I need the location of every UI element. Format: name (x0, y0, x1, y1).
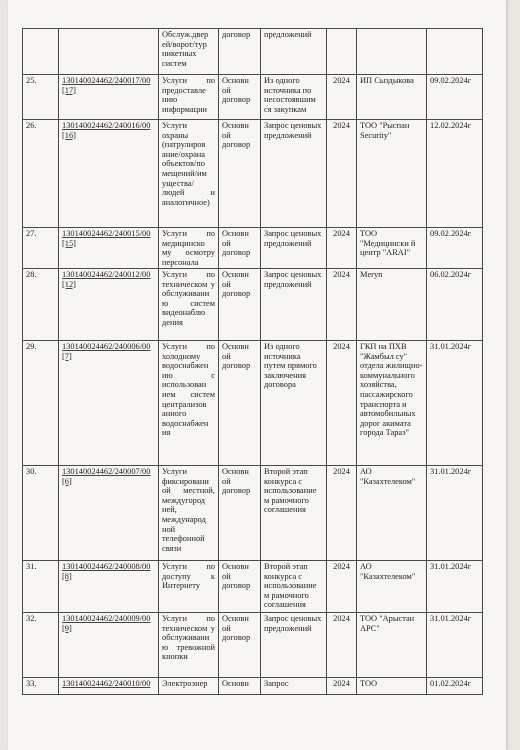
contract-code-cell: 130140024462/240006/00 [7] (59, 341, 159, 466)
table-row (23, 613, 483, 678)
table-row (23, 29, 483, 75)
row-number-cell: 26. (23, 120, 59, 228)
procurement-method-cell: предложений (261, 29, 327, 75)
year-cell: 2024 (327, 120, 357, 228)
table-row (23, 75, 483, 120)
contract-date-cell (427, 29, 483, 75)
supplier-name-cell (357, 29, 427, 75)
contract-date-cell: 31.01.2024г (427, 613, 483, 678)
contract-date-cell: 31.01.2024г (427, 561, 483, 613)
year-cell (327, 29, 357, 75)
row-number-cell: 30. (23, 466, 59, 561)
service-name-cell: Обслуж.двер ей/ворот/тур никетных систем (159, 29, 219, 75)
contract-type-cell: Основн ой договор (219, 269, 261, 341)
contract-code-cell: 130140024462/240012/00 [12] (59, 269, 159, 341)
supplier-name-cell: ТОО "Медицински й центр "ARAI" (357, 228, 427, 269)
contract-code-cell: 130140024462/240007/00 [6] (59, 466, 159, 561)
year-cell: 2024 (327, 466, 357, 561)
contract-type-cell: Основн (219, 678, 261, 695)
supplier-name-cell: ТОО (357, 678, 427, 695)
table-row (23, 341, 483, 466)
contract-type-cell: Основн ой договор (219, 613, 261, 678)
service-name-cell: Электроэнер (159, 678, 219, 695)
contract-date-cell: 09.02.2024г (427, 228, 483, 269)
year-cell: 2024 (327, 75, 357, 120)
procurement-method-cell: Второй этап конкурса с использование м рамочного соглашения (261, 466, 327, 561)
row-number-cell: 27. (23, 228, 59, 269)
supplier-name-cell: АО "Казахтелеком" (357, 466, 427, 561)
service-name-cell: Услуги по техническом у обслуживани ю систем видеонаблю дения (159, 269, 219, 341)
table-body (23, 29, 483, 695)
row-number-cell (23, 29, 59, 75)
table-row (23, 120, 483, 228)
year-cell: 2024 (327, 678, 357, 695)
contract-code-cell: 130140024462/240016/00 [16] (59, 120, 159, 228)
row-number-cell: 25. (23, 75, 59, 120)
year-cell: 2024 (327, 561, 357, 613)
contract-date-cell: 31.01.2024г (427, 466, 483, 561)
contract-type-cell: Основн ой договор (219, 341, 261, 466)
contract-code-cell: 130140024462/240008/00 [8] (59, 561, 159, 613)
table-row (23, 561, 483, 613)
contract-code-cell: 130140024462/240010/00 (59, 678, 159, 695)
service-name-cell: Услуги по предоставле нию информации (159, 75, 219, 120)
contract-date-cell: 01.02.2024г (427, 678, 483, 695)
procurement-method-cell: Запрос (261, 678, 327, 695)
document-page (8, 0, 506, 750)
contract-code-cell: 130140024462/240017/00 [17] (59, 75, 159, 120)
service-name-cell: Услуги по техническом у обслуживани ю тревожной кнопки (159, 613, 219, 678)
supplier-name-cell: ТОО "Арыстан АРС" (357, 613, 427, 678)
contract-code-cell: 130140024462/240015/00 [15] (59, 228, 159, 269)
service-name-cell: Услуги по медицинско му осмотру персонала (159, 228, 219, 269)
procurement-method-cell: Запрос ценовых предложений (261, 228, 327, 269)
row-number-cell: 32. (23, 613, 59, 678)
year-cell: 2024 (327, 341, 357, 466)
contract-date-cell: 12.02.2024г (427, 120, 483, 228)
procurement-method-cell: Из одного источника путем прямого заключения договора (261, 341, 327, 466)
table-row (23, 466, 483, 561)
contract-type-cell: Основн ой договор (219, 561, 261, 613)
supplier-name-cell: ИП Сыздыкова (357, 75, 427, 120)
year-cell: 2024 (327, 613, 357, 678)
procurement-method-cell: Запрос ценовых предложений (261, 269, 327, 341)
supplier-name-cell: АО "Казахтелеком" (357, 561, 427, 613)
contract-date-cell: 31.01.2024г (427, 341, 483, 466)
contract-code-cell: 130140024462/240009/00 [9] (59, 613, 159, 678)
row-number-cell: 33. (23, 678, 59, 695)
contract-code-cell (59, 29, 159, 75)
contract-type-cell: Основн ой договор (219, 120, 261, 228)
year-cell: 2024 (327, 269, 357, 341)
year-cell: 2024 (327, 228, 357, 269)
row-number-cell: 31. (23, 561, 59, 613)
service-name-cell: Услуги по холодному водоснабжен ию с использован ием систем централизов анного водоснабжен ия (159, 341, 219, 466)
table-row (23, 678, 483, 695)
row-number-cell: 29. (23, 341, 59, 466)
service-name-cell: Услуги фиксировани ой местной, междугород ней, международ ной телефонной связи (159, 466, 219, 561)
procurement-method-cell: Из одного источника по несостоявшим ся закупкам (261, 75, 327, 120)
procurement-table (22, 28, 483, 695)
contract-type-cell: Основн ой договор (219, 228, 261, 269)
supplier-name-cell: ТОО "Рыспан Security" (357, 120, 427, 228)
procurement-method-cell: Запрос ценовых предложений (261, 613, 327, 678)
service-name-cell: Услуги по доступу к Интернету (159, 561, 219, 613)
table-row (23, 228, 483, 269)
contract-date-cell: 06.02.2024г (427, 269, 483, 341)
contract-type-cell: договор (219, 29, 261, 75)
supplier-name-cell: Meryn (357, 269, 427, 341)
contract-date-cell: 09.02.2024г (427, 75, 483, 120)
procurement-method-cell: Второй этап конкурса с использование м рамочного соглашения (261, 561, 327, 613)
supplier-name-cell: ГКП на ПХВ "Жамбыл су" отдела жилищно-коммунального хозяйства, пассажирского транспорта и автомобильных дорог акимата города Тараз" (357, 341, 427, 466)
contract-type-cell: Основн ой договор (219, 75, 261, 120)
row-number-cell: 28. (23, 269, 59, 341)
procurement-method-cell: Запрос ценовых предложений (261, 120, 327, 228)
service-name-cell: Услуги охраны (патрулиров ание/охрана объектов/по мещений/им ущества/людей и аналогичное) (159, 120, 219, 228)
contract-type-cell: Основн ой договор (219, 466, 261, 561)
table-row (23, 269, 483, 341)
